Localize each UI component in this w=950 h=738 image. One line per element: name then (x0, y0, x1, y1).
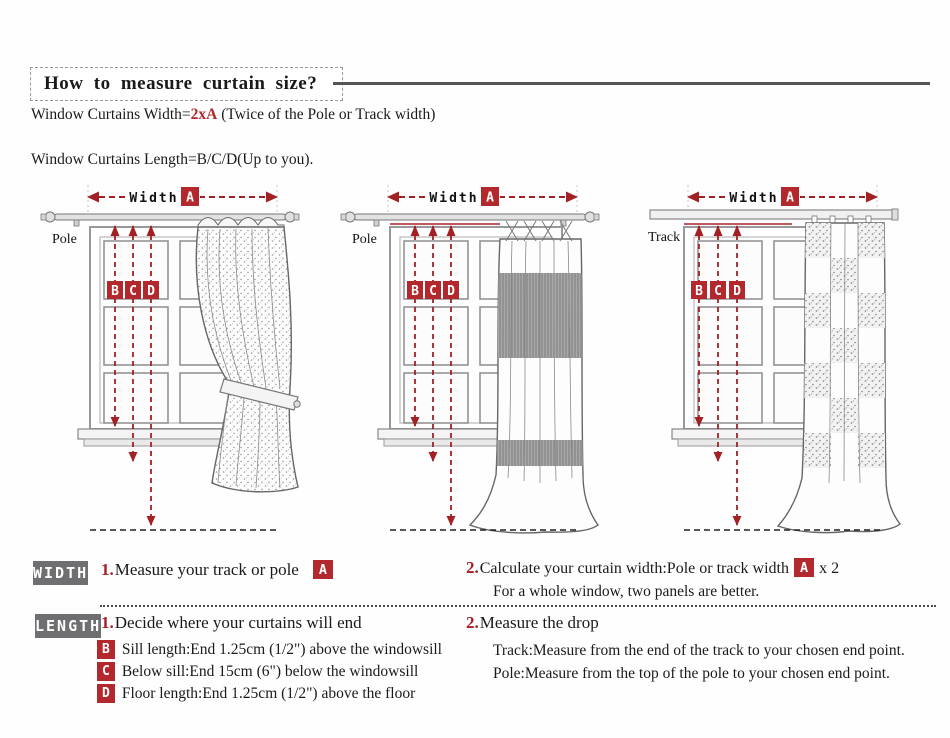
badge-d: D (97, 684, 115, 703)
page-title-text: How to measure curtain size? (44, 73, 318, 94)
curtain-track (650, 209, 898, 224)
intro-width-suffix: (Twice of the Pole or Track width) (217, 106, 436, 123)
badge-d-letter: D (147, 284, 155, 299)
length-option-below-sill (97, 662, 418, 681)
length-step-2 (466, 613, 599, 633)
intro-length-formula (31, 151, 313, 169)
intro-length-text: Window Curtains Length=B/C/D(Up to you). (31, 151, 314, 168)
width-arrow-label: Width (429, 191, 479, 206)
support-label: Track (648, 230, 681, 245)
length-option-sill (97, 640, 442, 659)
step-number: 2. (466, 613, 479, 632)
badge-a: A (313, 560, 333, 579)
badge-b-letter: B (411, 284, 419, 299)
step-text: Measure the drop (479, 613, 599, 632)
width-arrow (687, 186, 878, 207)
width-arrow (87, 186, 278, 207)
intro-width-prefix: Window Curtains Width= (31, 106, 191, 123)
badge-c-letter: C (429, 284, 437, 299)
intro-width-formula (31, 106, 435, 124)
badge-a-letter: A (786, 190, 794, 206)
option-text: Below sill:End 15cm (6") below the windowsill (121, 663, 419, 680)
badge-a: A (794, 558, 814, 577)
width-arrow-label: Width (729, 191, 779, 206)
badge-a-letter: A (186, 190, 194, 206)
diagram-track-curtain (640, 183, 930, 535)
intro-width-highlight: 2xA (190, 106, 218, 123)
diagram-pole-pleat-curtain (340, 183, 630, 535)
width-section-label: WIDTH (33, 561, 88, 585)
badge-c-letter: C (714, 284, 722, 299)
support-label: Pole (52, 232, 77, 247)
step-suffix: x 2 (819, 560, 840, 577)
badge-b: B (97, 640, 115, 659)
badge-b-letter: B (695, 284, 703, 299)
width-step-2-note: For a whole window, two panels are better. (493, 583, 760, 600)
page-title (30, 67, 343, 101)
step-text: Calculate your curtain width:Pole or track width (479, 560, 789, 577)
badge-d-letter: D (733, 284, 741, 299)
length-step-1 (101, 613, 362, 633)
badge-c: C (97, 662, 115, 681)
width-step-1 (101, 560, 338, 580)
width-arrow-label: Width (129, 191, 179, 206)
length-note-pole: Pole:Measure from the top of the pole to your chosen end point. (493, 665, 890, 682)
badge-d-letter: D (447, 284, 455, 299)
section-divider (100, 605, 936, 607)
diagram-pole-grommet-curtain (40, 183, 330, 535)
step-number: 2. (466, 558, 479, 577)
length-option-floor (97, 684, 415, 703)
support-label: Pole (352, 232, 377, 247)
width-arrow (387, 186, 578, 207)
badge-b-letter: B (111, 284, 119, 299)
title-rule (333, 82, 930, 85)
length-section-label: LENGTH (35, 614, 101, 638)
length-note-track: Track:Measure from the end of the track to your chosen end point. (493, 642, 905, 659)
option-text: Sill length:End 1.25cm (1/2") above the windowsill (121, 641, 442, 658)
badge-c-letter: C (129, 284, 137, 299)
badge-a-letter: A (486, 190, 494, 206)
step-text: Measure your track or pole (114, 560, 299, 579)
curtain-pole (341, 212, 599, 226)
step-text: Decide where your curtains will end (114, 613, 362, 632)
option-text: Floor length:End 1.25cm (1/2") above the floor (121, 685, 416, 702)
width-step-2 (466, 558, 839, 578)
step-number: 1. (101, 613, 114, 632)
step-number: 1. (101, 560, 114, 579)
